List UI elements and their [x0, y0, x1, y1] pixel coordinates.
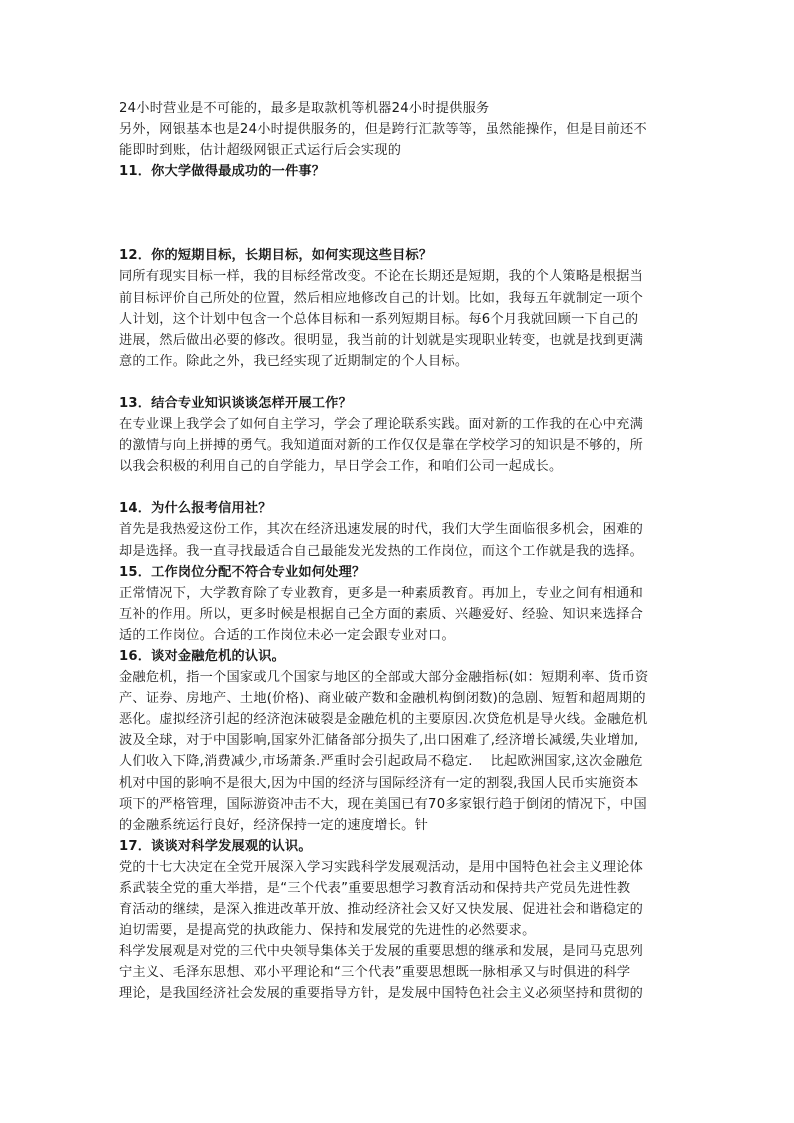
text-line: 正常情况下，大学教育除了专业教育，更多是一种素质教育。再加上，专业之间有相通和 [119, 585, 644, 601]
text-line: 在专业课上我学会了如何自主学习，学会了理论联系实践。面对新的工作我的在心中充满 [119, 417, 644, 433]
question-heading-16: 16．谈对金融危机的认识。 [119, 648, 286, 664]
text-line: 另外，网银基本也是24小时提供服务的，但是跨行汇款等等，虽然能操作，但是目前还不 [119, 122, 647, 138]
text-line: 迫切需要，是提高党的执政能力、保持和发展党的先进性的必然要求。 [119, 923, 536, 939]
text-line: 以我会积极的利用自己的自学能力，早日学会工作，和咱们公司一起成长。 [119, 459, 563, 475]
text-line: 人计划，这个计划中包含一个总体目标和一系列短期目标。每6个月我就回顾一下自己的 [119, 311, 639, 327]
text-line: 机对中国的影响不是很大,因为中国的经济与国际经济有一定的割裂,我国人民币实施资本 [119, 775, 639, 791]
text-line: 理论，是我国经济社会发展的重要指导方针，是发展中国特色社会主义必须坚持和贯彻的 [119, 986, 644, 1002]
question-heading-11: 11．你大学做得最成功的一件事？ [119, 164, 326, 180]
section-12 [119, 245, 679, 393]
text-line: 系武装全党的重大举措，是“三个代表”重要思想学习教育活动和保持共产党员先进性教 [119, 881, 631, 896]
intro-paragraph [119, 98, 679, 161]
section-11 [119, 161, 679, 245]
section-13 [119, 393, 679, 498]
document-page [119, 98, 679, 1005]
text-line: 项下的严格管理，国际游资冲击不大，现在美国已有70多家银行趋于倒闭的情况下，中国 [119, 796, 647, 812]
text-line: 能即时到账，估计超级网银正式运行后会实现的 [119, 143, 402, 159]
section-17 [119, 836, 679, 1005]
question-heading-12: 12．你的短期目标，长期目标，如何实现这些目标？ [119, 248, 433, 264]
text-line: 科学发展观是对党的三代中央领导集体关于发展的重要思想的继承和发展，是同马克思列 [119, 944, 644, 960]
text-line: 同所有现实目标一样，我的目标经常改变。不论在长期还是短期，我的个人策略是根据当 [119, 269, 644, 285]
section-15 [119, 562, 679, 646]
text-line: 育活动的继续，是深入推进改革开放、推动经济社会又好又快发展、促进社会和谐稳定的 [119, 902, 644, 918]
paragraph-gap [119, 372, 679, 393]
text-line: 党的十七大决定在全党开展深入学习实践科学发展观活动，是用中国特色社会主义理论体 [119, 859, 644, 875]
text-line: 的激情与向上拼搏的勇气。我知道面对新的工作仅仅是靠在学校学习的知识是不够的，所 [119, 438, 644, 454]
text-line: 意的工作。除此之外，我已经实现了近期制定的个人目标。 [119, 353, 469, 369]
question-heading-14: 14．为什么报考信用社？ [119, 501, 272, 517]
text-line: 互补的作用。所以，更多时候是根据自己全方面的素质、兴趣爱好、经验、知识来选择合 [119, 606, 644, 622]
text-line: 波及全球，对于中国影响,国家外汇储备部分损失了,出口困难了,经济增长减缓,失业增加, [119, 733, 639, 749]
question-heading-17: 17．谈谈对科学发展观的认识。 [119, 838, 312, 854]
text-line: 的金融系统运行良好，经济保持一定的速度增长。针 [119, 817, 429, 833]
text-line: 金融危机，指一个国家或几个国家与地区的全部或大部分金融指标(如：短期利率、货币资 [119, 670, 649, 686]
text-line: 前目标评价自己所处的位置，然后相应地修改自己的计划。比如，我每五年就制定一项个 [119, 290, 644, 306]
text-line: 适的工作岗位。合适的工作岗位未必一定会跟专业对口。 [119, 627, 455, 643]
question-heading-15: 15．工作岗位分配不符合专业如何处理？ [119, 564, 366, 580]
paragraph-gap [119, 477, 679, 498]
section-14 [119, 498, 679, 561]
text-line: 进展，然后做出必要的修改。很明显，我当前的计划就是实现职业转变，也就是找到更满 [119, 332, 644, 348]
blank-answer-space [119, 182, 679, 245]
section-16 [119, 646, 679, 836]
text-line: 产、证券、房地产、土地(价格)、商业破产数和金融机构倒闭数)的急剧、短暂和超周期的 [119, 691, 646, 707]
text-line: 宁主义、毛泽东思想、邓小平理论和“三个代表”重要思想既一脉相承又与时俱进的科学 [119, 965, 631, 981]
text-line: 24小时营业是不可能的，最多是取款机等机器24小时提供服务 [119, 101, 490, 116]
text-line: 恶化。虚拟经济引起的经济泡沫破裂是金融危机的主要原因.次贷危机是导火线。金融危机 [119, 712, 648, 728]
text-line: 却是选择。我一直寻找最适合自己最能发光发热的工作岗位，而这个工作就是我的选择。 [119, 543, 644, 559]
question-heading-13: 13．结合专业知识谈谈怎样开展工作？ [119, 395, 352, 411]
text-line: 首先是我热爱这份工作，其次在经济迅速发展的时代，我们大学生面临很多机会，困难的 [119, 522, 644, 538]
text-line: 人们收入下降,消费减少,市场萧条.严重时会引起政局不稳定. 比起欧洲国家,这次金融危 [119, 754, 643, 770]
